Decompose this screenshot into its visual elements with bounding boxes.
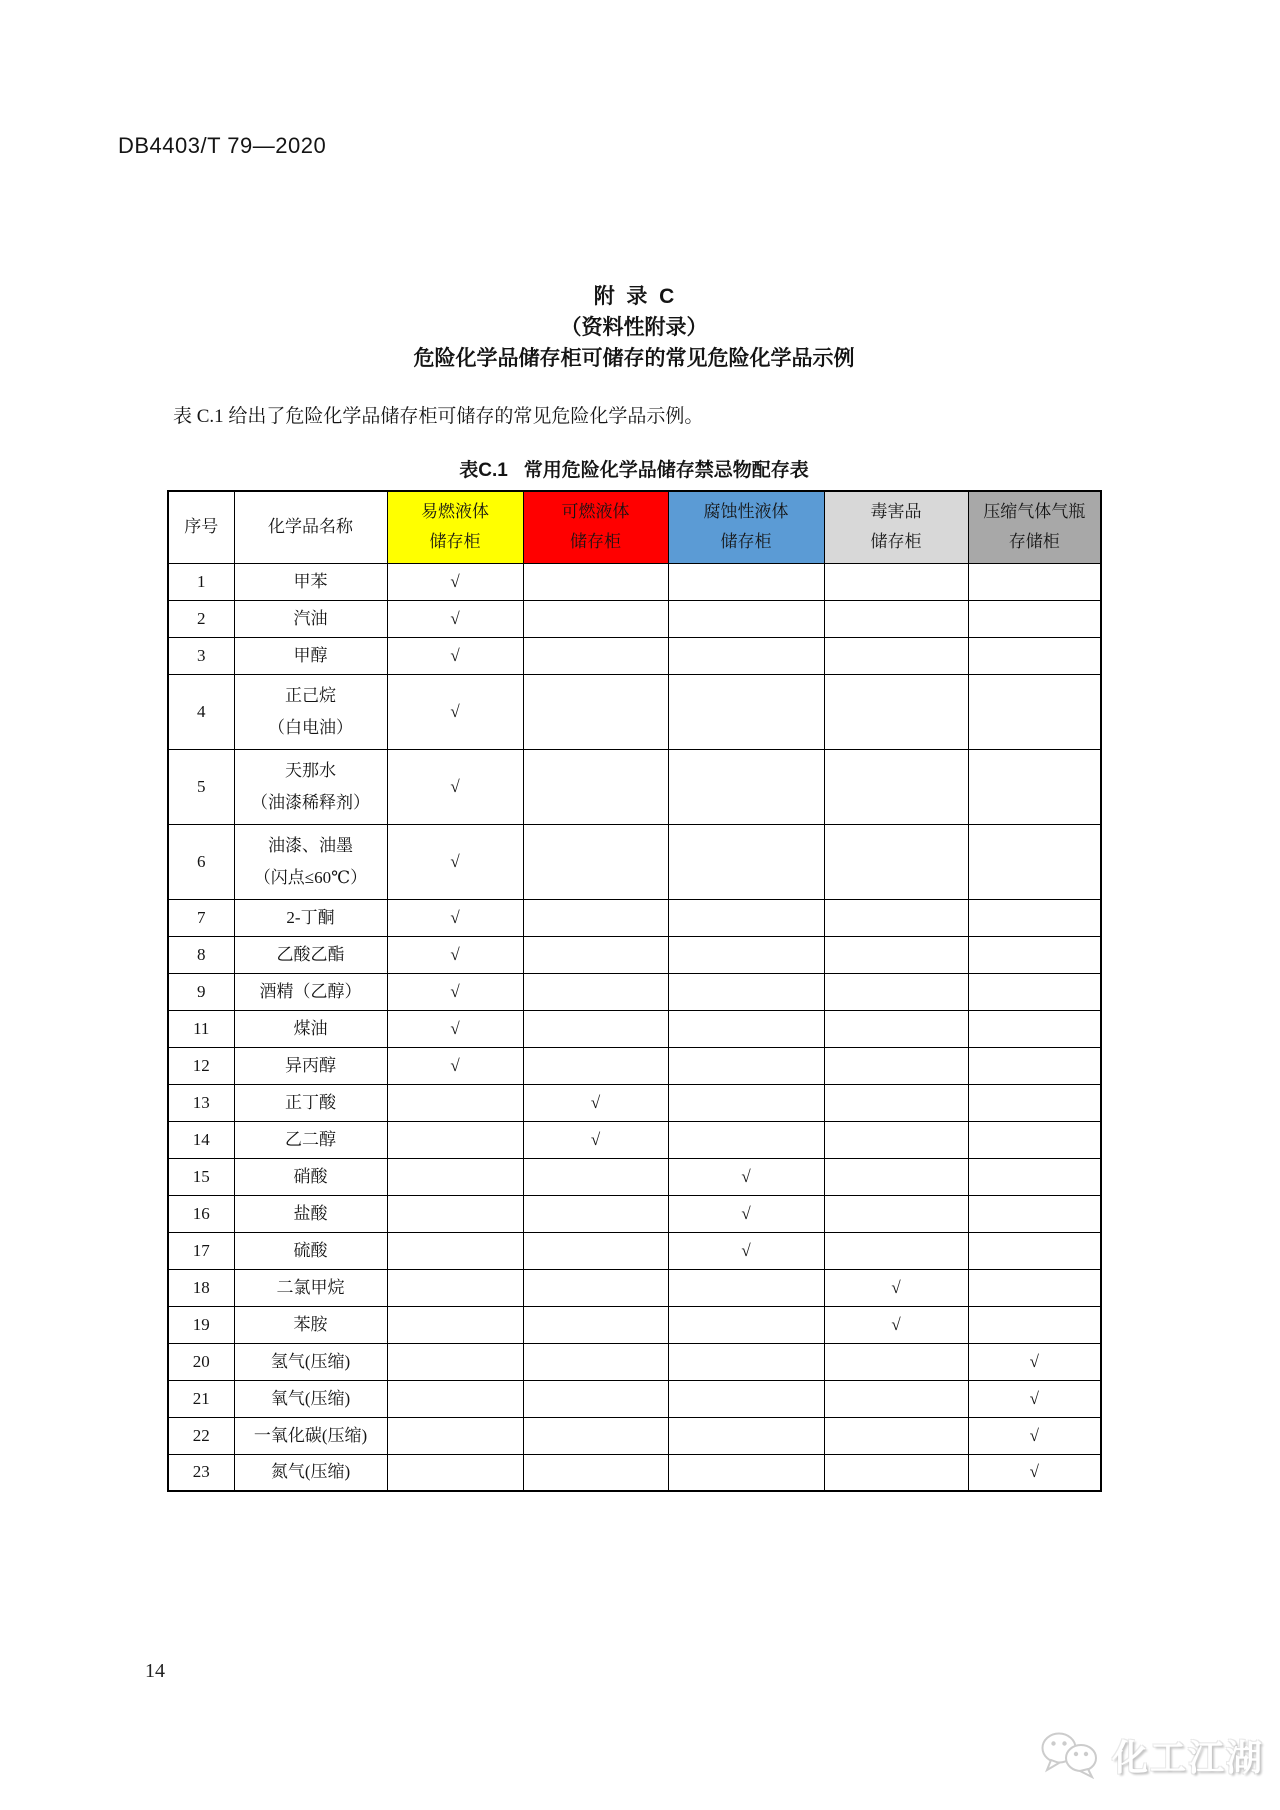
empty-cell [968,1158,1101,1195]
chemical-name-cell: 乙酸乙酯 [234,936,387,973]
appendix-heading: 危险化学品储存柜可储存的常见危险化学品示例 [413,347,855,370]
empty-cell [523,563,668,600]
row-no-cell: 19 [168,1306,234,1343]
table-row [168,973,1101,1010]
row-no-cell: 5 [168,749,234,824]
empty-cell [523,1306,668,1343]
empty-cell [824,1195,968,1232]
empty-cell [387,1380,523,1417]
table-row [168,899,1101,936]
empty-cell [668,1084,824,1121]
col-header-seq: 序号 [168,491,234,563]
chemical-name-cell: 乙二醇 [234,1121,387,1158]
row-no-cell: 14 [168,1121,234,1158]
row-no-cell: 12 [168,1047,234,1084]
appendix-subtitle: （资料性附录） [560,316,708,339]
col-header-cabinet-4: 压缩气体气瓶 存储柜 [968,491,1101,563]
row-no-cell: 7 [168,899,234,936]
intro-paragraph: 表 C.1 给出了危险化学品储存柜可储存的常见危险化学品示例。 [173,406,704,427]
empty-cell [824,1343,968,1380]
empty-cell [668,1121,824,1158]
table-row [168,936,1101,973]
empty-cell [824,824,968,899]
empty-cell [523,749,668,824]
table-row [168,1158,1101,1195]
table-caption: 表C.1 常用危险化学品储存禁忌物配存表 [459,460,809,481]
table-body [168,563,1101,1491]
row-no-cell: 4 [168,674,234,749]
wechat-icon [1038,1731,1104,1779]
empty-cell [968,1195,1101,1232]
empty-cell [523,1232,668,1269]
row-no-cell: 11 [168,1010,234,1047]
empty-cell [523,637,668,674]
check-mark-cell: √ [968,1417,1101,1454]
empty-cell [824,563,968,600]
empty-cell [824,1010,968,1047]
table-row [168,1454,1101,1491]
check-mark-cell: √ [387,973,523,1010]
check-mark-cell: √ [523,1121,668,1158]
chemical-name-cell: 汽油 [234,600,387,637]
empty-cell [387,1158,523,1195]
row-no-cell: 20 [168,1343,234,1380]
chemical-name-cell: 一氧化碳(压缩) [234,1417,387,1454]
empty-cell [968,563,1101,600]
empty-cell [968,1084,1101,1121]
doc-code: DB4403/T 79—2020 [118,133,327,158]
empty-cell [824,936,968,973]
col-header-cabinet-2: 腐蚀性液体 储存柜 [668,491,824,563]
row-no-cell: 9 [168,973,234,1010]
chemical-name-cell: 异丙醇 [234,1047,387,1084]
check-mark-cell: √ [824,1306,968,1343]
chemical-name-cell: 酒精（乙醇） [234,973,387,1010]
empty-cell [968,600,1101,637]
empty-cell [968,1306,1101,1343]
check-mark-cell: √ [668,1195,824,1232]
empty-cell [523,899,668,936]
chemical-name-cell: 苯胺 [234,1306,387,1343]
empty-cell [523,1454,668,1491]
empty-cell [523,1343,668,1380]
chemical-name-cell: 正己烷 （白电油） [234,674,387,749]
table-row [168,1417,1101,1454]
empty-cell [824,1454,968,1491]
table-row [168,1047,1101,1084]
compat-table [167,490,1102,1492]
empty-cell [668,936,824,973]
empty-cell [824,1158,968,1195]
table-row [168,749,1101,824]
empty-cell [523,1047,668,1084]
row-no-cell: 16 [168,1195,234,1232]
check-mark-cell: √ [387,1010,523,1047]
empty-cell [387,1269,523,1306]
row-no-cell: 3 [168,637,234,674]
check-mark-cell: √ [387,563,523,600]
empty-cell [523,1380,668,1417]
empty-cell [668,1010,824,1047]
empty-cell [824,899,968,936]
appendix-headings [168,281,1100,374]
empty-cell [824,1121,968,1158]
empty-cell [668,1380,824,1417]
empty-cell [387,1417,523,1454]
table-row [168,674,1101,749]
check-mark-cell: √ [387,637,523,674]
empty-cell [968,973,1101,1010]
empty-cell [824,749,968,824]
col-header-chemical-name: 化学品名称 [234,491,387,563]
chemical-name-cell: 甲苯 [234,563,387,600]
empty-cell [668,749,824,824]
check-mark-cell: √ [968,1343,1101,1380]
empty-cell [668,1047,824,1084]
table-row [168,637,1101,674]
empty-cell [968,1269,1101,1306]
empty-cell [968,1047,1101,1084]
empty-cell [523,1010,668,1047]
check-mark-cell: √ [824,1269,968,1306]
check-mark-cell: √ [387,899,523,936]
table-row [168,1306,1101,1343]
empty-cell [523,1195,668,1232]
table-row [168,1084,1101,1121]
page-number: 14 [145,1660,165,1682]
empty-cell [523,1269,668,1306]
empty-cell [968,899,1101,936]
col-header-cabinet-3: 毒害品 储存柜 [824,491,968,563]
header-row [168,491,1101,563]
row-no-cell: 23 [168,1454,234,1491]
chemical-name-cell: 正丁酸 [234,1084,387,1121]
check-mark-cell: √ [387,674,523,749]
empty-cell [968,1010,1101,1047]
empty-cell [523,1158,668,1195]
empty-cell [668,600,824,637]
empty-cell [668,899,824,936]
chemical-name-cell: 氮气(压缩) [234,1454,387,1491]
chemical-name-cell: 盐酸 [234,1195,387,1232]
empty-cell [824,600,968,637]
row-no-cell: 8 [168,936,234,973]
empty-cell [668,824,824,899]
row-no-cell: 6 [168,824,234,899]
row-no-cell: 21 [168,1380,234,1417]
empty-cell [668,637,824,674]
table-row [168,1195,1101,1232]
empty-cell [968,936,1101,973]
empty-cell [668,1306,824,1343]
check-mark-cell: √ [668,1158,824,1195]
empty-cell [968,674,1101,749]
chemical-name-cell: 氧气(压缩) [234,1380,387,1417]
table-row [168,563,1101,600]
check-mark-cell: √ [387,600,523,637]
row-no-cell: 17 [168,1232,234,1269]
empty-cell [668,563,824,600]
empty-cell [387,1232,523,1269]
table-row [168,1010,1101,1047]
empty-cell [523,600,668,637]
chemical-name-cell: 天那水 （油漆稀释剂） [234,749,387,824]
empty-cell [824,973,968,1010]
empty-cell [668,1454,824,1491]
row-no-cell: 2 [168,600,234,637]
chemical-name-cell: 二氯甲烷 [234,1269,387,1306]
check-mark-cell: √ [523,1084,668,1121]
check-mark-cell: √ [387,749,523,824]
empty-cell [668,674,824,749]
empty-cell [824,1047,968,1084]
chemical-name-cell: 甲醇 [234,637,387,674]
chemical-name-cell: 2-丁酮 [234,899,387,936]
empty-cell [668,1343,824,1380]
row-no-cell: 22 [168,1417,234,1454]
empty-cell [523,936,668,973]
row-no-cell: 18 [168,1269,234,1306]
empty-cell [824,674,968,749]
table-row [168,824,1101,899]
appendix-title: 附 录 C [593,285,675,308]
row-no-cell: 13 [168,1084,234,1121]
table-row [168,1269,1101,1306]
empty-cell [824,1417,968,1454]
empty-cell [387,1195,523,1232]
empty-cell [387,1454,523,1491]
watermark-text: 化工江湖 [1112,1736,1265,1778]
empty-cell [968,824,1101,899]
check-mark-cell: √ [387,936,523,973]
table-row [168,1232,1101,1269]
empty-cell [668,1417,824,1454]
empty-cell [968,637,1101,674]
empty-cell [387,1084,523,1121]
empty-cell [387,1306,523,1343]
table-row [168,1121,1101,1158]
empty-cell [824,1380,968,1417]
check-mark-cell: √ [387,824,523,899]
empty-cell [968,749,1101,824]
table-header [168,491,1101,563]
chemical-name-cell: 硫酸 [234,1232,387,1269]
col-header-cabinet-0: 易燃液体 储存柜 [387,491,523,563]
chemical-name-cell: 氢气(压缩) [234,1343,387,1380]
table-row [168,1343,1101,1380]
empty-cell [968,1232,1101,1269]
empty-cell [387,1121,523,1158]
row-no-cell: 15 [168,1158,234,1195]
check-mark-cell: √ [968,1454,1101,1491]
chemical-name-cell: 硝酸 [234,1158,387,1195]
empty-cell [968,1121,1101,1158]
empty-cell [824,1232,968,1269]
check-mark-cell: √ [668,1232,824,1269]
empty-cell [668,1269,824,1306]
watermark [1038,1730,1264,1780]
empty-cell [523,824,668,899]
chemical-name-cell: 油漆、油墨 （闪点≤60℃） [234,824,387,899]
chemical-name-cell: 煤油 [234,1010,387,1047]
table-row [168,600,1101,637]
table-row [168,1380,1101,1417]
check-mark-cell: √ [968,1380,1101,1417]
empty-cell [824,1084,968,1121]
check-mark-cell: √ [387,1047,523,1084]
empty-cell [523,674,668,749]
empty-cell [824,637,968,674]
row-no-cell: 1 [168,563,234,600]
empty-cell [668,973,824,1010]
empty-cell [387,1343,523,1380]
col-header-cabinet-1: 可燃液体 储存柜 [523,491,668,563]
empty-cell [523,1417,668,1454]
empty-cell [523,973,668,1010]
